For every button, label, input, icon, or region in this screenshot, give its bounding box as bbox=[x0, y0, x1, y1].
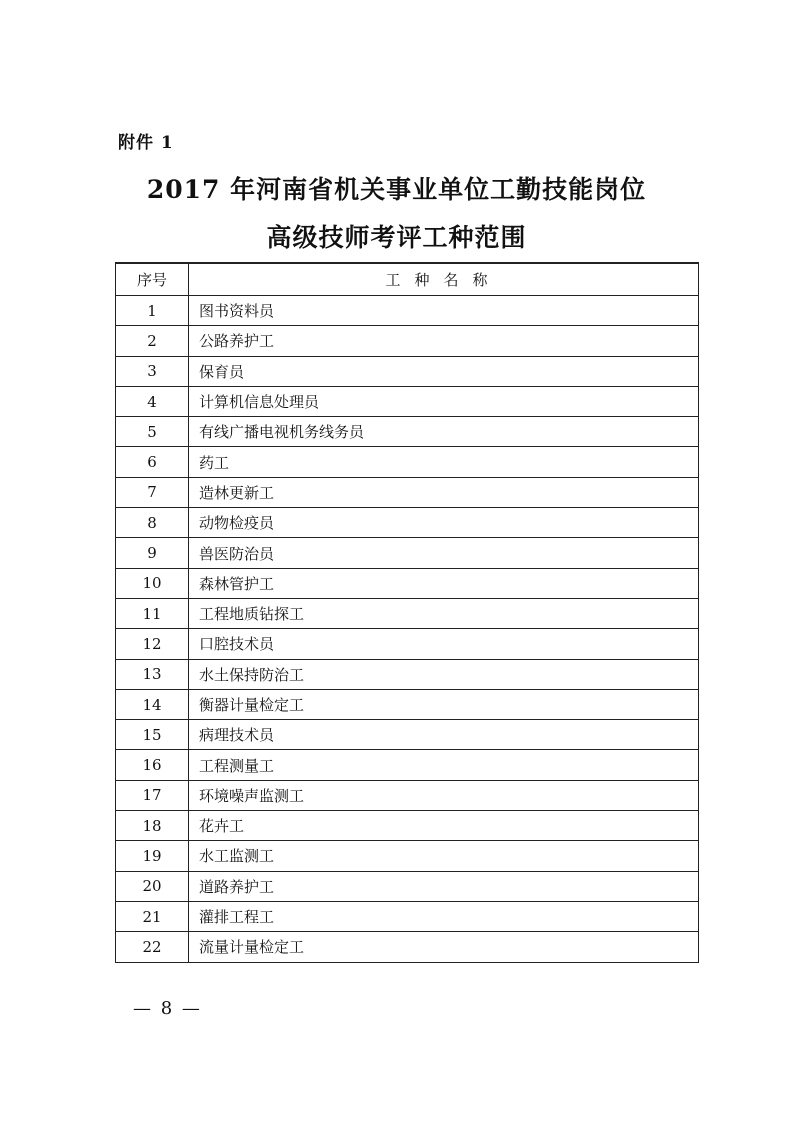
table-row bbox=[116, 629, 699, 659]
row-serial-number: 7 bbox=[116, 477, 189, 507]
row-serial-number: 4 bbox=[116, 386, 189, 416]
row-serial-number: 9 bbox=[116, 538, 189, 568]
row-job-type-name: 工程地质钻探工 bbox=[189, 598, 699, 628]
header-serial-number: 序号 bbox=[116, 263, 189, 296]
row-job-type-name: 水工监测工 bbox=[189, 841, 699, 871]
table-row bbox=[116, 598, 699, 628]
row-job-type-name: 药工 bbox=[189, 447, 699, 477]
row-job-type-name: 造林更新工 bbox=[189, 477, 699, 507]
row-serial-number: 5 bbox=[116, 417, 189, 447]
row-job-type-name: 有线广播电视机务线务员 bbox=[189, 417, 699, 447]
row-job-type-name: 环境噪声监测工 bbox=[189, 780, 699, 810]
table-row bbox=[116, 901, 699, 931]
row-serial-number: 18 bbox=[116, 811, 189, 841]
row-job-type-name: 动物检疫员 bbox=[189, 508, 699, 538]
row-serial-number: 22 bbox=[116, 932, 189, 962]
table-row bbox=[116, 689, 699, 719]
row-serial-number: 17 bbox=[116, 780, 189, 810]
row-job-type-name: 兽医防治员 bbox=[189, 538, 699, 568]
row-serial-number: 8 bbox=[116, 508, 189, 538]
table-row bbox=[116, 296, 699, 326]
row-serial-number: 13 bbox=[116, 659, 189, 689]
table-row bbox=[116, 659, 699, 689]
table-header-row bbox=[116, 263, 699, 296]
row-serial-number: 16 bbox=[116, 750, 189, 780]
row-serial-number: 2 bbox=[116, 326, 189, 356]
row-job-type-name: 花卉工 bbox=[189, 811, 699, 841]
row-job-type-name: 公路养护工 bbox=[189, 326, 699, 356]
table-row bbox=[116, 477, 699, 507]
row-job-type-name: 计算机信息处理员 bbox=[189, 386, 699, 416]
table-row bbox=[116, 811, 699, 841]
row-serial-number: 6 bbox=[116, 447, 189, 477]
row-serial-number: 14 bbox=[116, 689, 189, 719]
table-row bbox=[116, 720, 699, 750]
table-row bbox=[116, 871, 699, 901]
document-title-line-2: 高级技师考评工种范围 bbox=[266, 223, 527, 252]
row-job-type-name: 衡器计量检定工 bbox=[189, 689, 699, 719]
row-job-type-name: 病理技术员 bbox=[189, 720, 699, 750]
row-serial-number: 12 bbox=[116, 629, 189, 659]
table-row bbox=[116, 447, 699, 477]
row-serial-number: 1 bbox=[116, 296, 189, 326]
attachment-label: 附件 1 bbox=[118, 133, 174, 153]
row-serial-number: 3 bbox=[116, 356, 189, 386]
table-row bbox=[116, 932, 699, 962]
row-job-type-name: 流量计量检定工 bbox=[189, 932, 699, 962]
table-row bbox=[116, 417, 699, 447]
row-serial-number: 11 bbox=[116, 598, 189, 628]
row-job-type-name: 灌排工程工 bbox=[189, 901, 699, 931]
job-types-table bbox=[115, 262, 699, 963]
page-number: — 8 — bbox=[133, 998, 202, 1019]
table-row bbox=[116, 750, 699, 780]
row-serial-number: 15 bbox=[116, 720, 189, 750]
document-title-line-1: 2017 年河南省机关事业单位工勤技能岗位 bbox=[146, 175, 647, 204]
header-job-type-name: 工种名称 bbox=[189, 263, 699, 296]
table-row bbox=[116, 386, 699, 416]
row-job-type-name: 口腔技术员 bbox=[189, 629, 699, 659]
table-row bbox=[116, 356, 699, 386]
table-row bbox=[116, 780, 699, 810]
table-row bbox=[116, 841, 699, 871]
row-serial-number: 20 bbox=[116, 871, 189, 901]
row-serial-number: 21 bbox=[116, 901, 189, 931]
table-row bbox=[116, 538, 699, 568]
row-serial-number: 10 bbox=[116, 568, 189, 598]
table-row bbox=[116, 326, 699, 356]
row-job-type-name: 保育员 bbox=[189, 356, 699, 386]
table-row bbox=[116, 508, 699, 538]
row-job-type-name: 工程测量工 bbox=[189, 750, 699, 780]
row-job-type-name: 图书资料员 bbox=[189, 296, 699, 326]
row-job-type-name: 道路养护工 bbox=[189, 871, 699, 901]
row-job-type-name: 水土保持防治工 bbox=[189, 659, 699, 689]
row-job-type-name: 森林管护工 bbox=[189, 568, 699, 598]
row-serial-number: 19 bbox=[116, 841, 189, 871]
table-row bbox=[116, 568, 699, 598]
